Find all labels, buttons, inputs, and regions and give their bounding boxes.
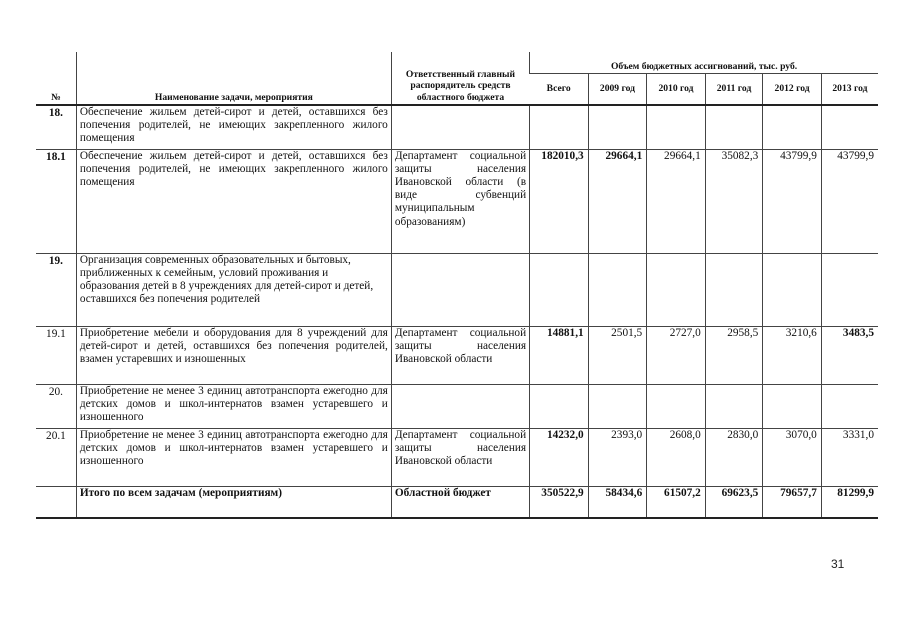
table-row (36, 384, 878, 428)
responsible-unit (391, 105, 529, 149)
value-2013: 3331,0 (821, 428, 878, 486)
table-row (36, 149, 878, 253)
value-2013: 3483,5 (821, 326, 878, 384)
task-name: Организация современных образовательных и бытовых, приближенных к семейным, условий проживания и образования детей в 8 учреждениях для детей-сирот и детей, оставшихся без попечения родителей (76, 253, 391, 326)
header-year-2012: 2012 год (763, 74, 822, 106)
value-2013 (821, 105, 878, 149)
task-name: Приобретение мебели и оборудования для 8 учреждений для детей-сирот и детей, оставшихся без попечения родителей, взамен устаревших и изношенных (76, 326, 391, 384)
value-total: 14232,0 (530, 428, 589, 486)
value-2011 (705, 105, 763, 149)
row-number: 20.1 (36, 428, 76, 486)
budget-table (36, 52, 878, 519)
task-name: Приобретение не менее 3 единиц автотранспорта ежегодно для детских домов и школ-интернатов взамен устаревшего и изношенного (76, 428, 391, 486)
page-number: 31 (831, 557, 845, 571)
header-total: Всего (530, 74, 589, 106)
header-year-2010: 2010 год (647, 74, 706, 106)
value-2011: 2830,0 (705, 428, 763, 486)
row-number: 19. (36, 253, 76, 326)
value-2009 (588, 384, 647, 428)
task-name: Обеспечение жильем детей-сирот и детей, оставшихся без попечения родителей, не имеющих закрепленного жилого помещения (76, 149, 391, 253)
total-value-2011: 69623,5 (705, 486, 763, 518)
value-total (530, 384, 589, 428)
header-year-2011: 2011 год (705, 74, 763, 106)
task-name: Обеспечение жильем детей-сирот и детей, оставшихся без попечения родителей, не имеющих закрепленного жилого помещения (76, 105, 391, 149)
header-responsible: Ответственный главный распорядитель средств областного бюджета (391, 52, 529, 105)
value-2013 (821, 384, 878, 428)
responsible-unit (391, 384, 529, 428)
value-2009: 2501,5 (588, 326, 647, 384)
value-2010: 2608,0 (647, 428, 706, 486)
header-number: № (36, 52, 76, 105)
value-2011: 2958,5 (705, 326, 763, 384)
value-2009 (588, 105, 647, 149)
row-number: 19.1 (36, 326, 76, 384)
responsible-unit: Департамент социальной защиты населения Ивановской области (391, 428, 529, 486)
row-number: 18. (36, 105, 76, 149)
value-2010 (647, 384, 706, 428)
value-2012 (763, 384, 822, 428)
value-total: 14881,1 (530, 326, 589, 384)
value-2011 (705, 384, 763, 428)
value-total (530, 105, 589, 149)
value-2012 (763, 253, 822, 326)
value-2009: 2393,0 (588, 428, 647, 486)
total-value-all: 350522,9 (530, 486, 589, 518)
value-2010: 29664,1 (647, 149, 706, 253)
value-2011: 35082,3 (705, 149, 763, 253)
total-value-2013: 81299,9 (821, 486, 878, 518)
value-2013: 43799,9 (821, 149, 878, 253)
value-2009 (588, 253, 647, 326)
value-2011 (705, 253, 763, 326)
task-name: Приобретение не менее 3 единиц автотранспорта ежегодно для детских домов и школ-интернатов взамен устаревшего и изношенного (76, 384, 391, 428)
total-value-2009: 58434,6 (588, 486, 647, 518)
value-2013 (821, 253, 878, 326)
header-year-2009: 2009 год (588, 74, 647, 106)
total-number (36, 486, 76, 518)
value-2012: 43799,9 (763, 149, 822, 253)
table-row (36, 105, 878, 149)
budget-table-container (36, 52, 878, 519)
value-2012: 3210,6 (763, 326, 822, 384)
table-row (36, 428, 878, 486)
total-value-2010: 61507,2 (647, 486, 706, 518)
value-2012: 3070,0 (763, 428, 822, 486)
responsible-unit: Департамент социальной защиты населения Ивановской области (в виде субвенций муниципальным образованиям) (391, 149, 529, 253)
value-2010: 2727,0 (647, 326, 706, 384)
value-2012 (763, 105, 822, 149)
value-2010 (647, 253, 706, 326)
total-budget-source: Областной бюджет (391, 486, 529, 518)
row-number: 20. (36, 384, 76, 428)
total-label: Итого по всем задачам (мероприятиям) (76, 486, 391, 518)
total-row (36, 486, 878, 518)
value-2009: 29664,1 (588, 149, 647, 253)
row-number: 18.1 (36, 149, 76, 253)
responsible-unit: Департамент социальной защиты населения Ивановской области (391, 326, 529, 384)
header-task-name: Наименование задачи, мероприятия (76, 52, 391, 105)
header-year-2013: 2013 год (821, 74, 878, 106)
total-value-2012: 79657,7 (763, 486, 822, 518)
responsible-unit (391, 253, 529, 326)
value-2010 (647, 105, 706, 149)
table-row (36, 253, 878, 326)
header-budget-group: Объем бюджетных ассигнований, тыс. руб. (530, 52, 878, 74)
table-row (36, 326, 878, 384)
value-total (530, 253, 589, 326)
value-total: 182010,3 (530, 149, 589, 253)
